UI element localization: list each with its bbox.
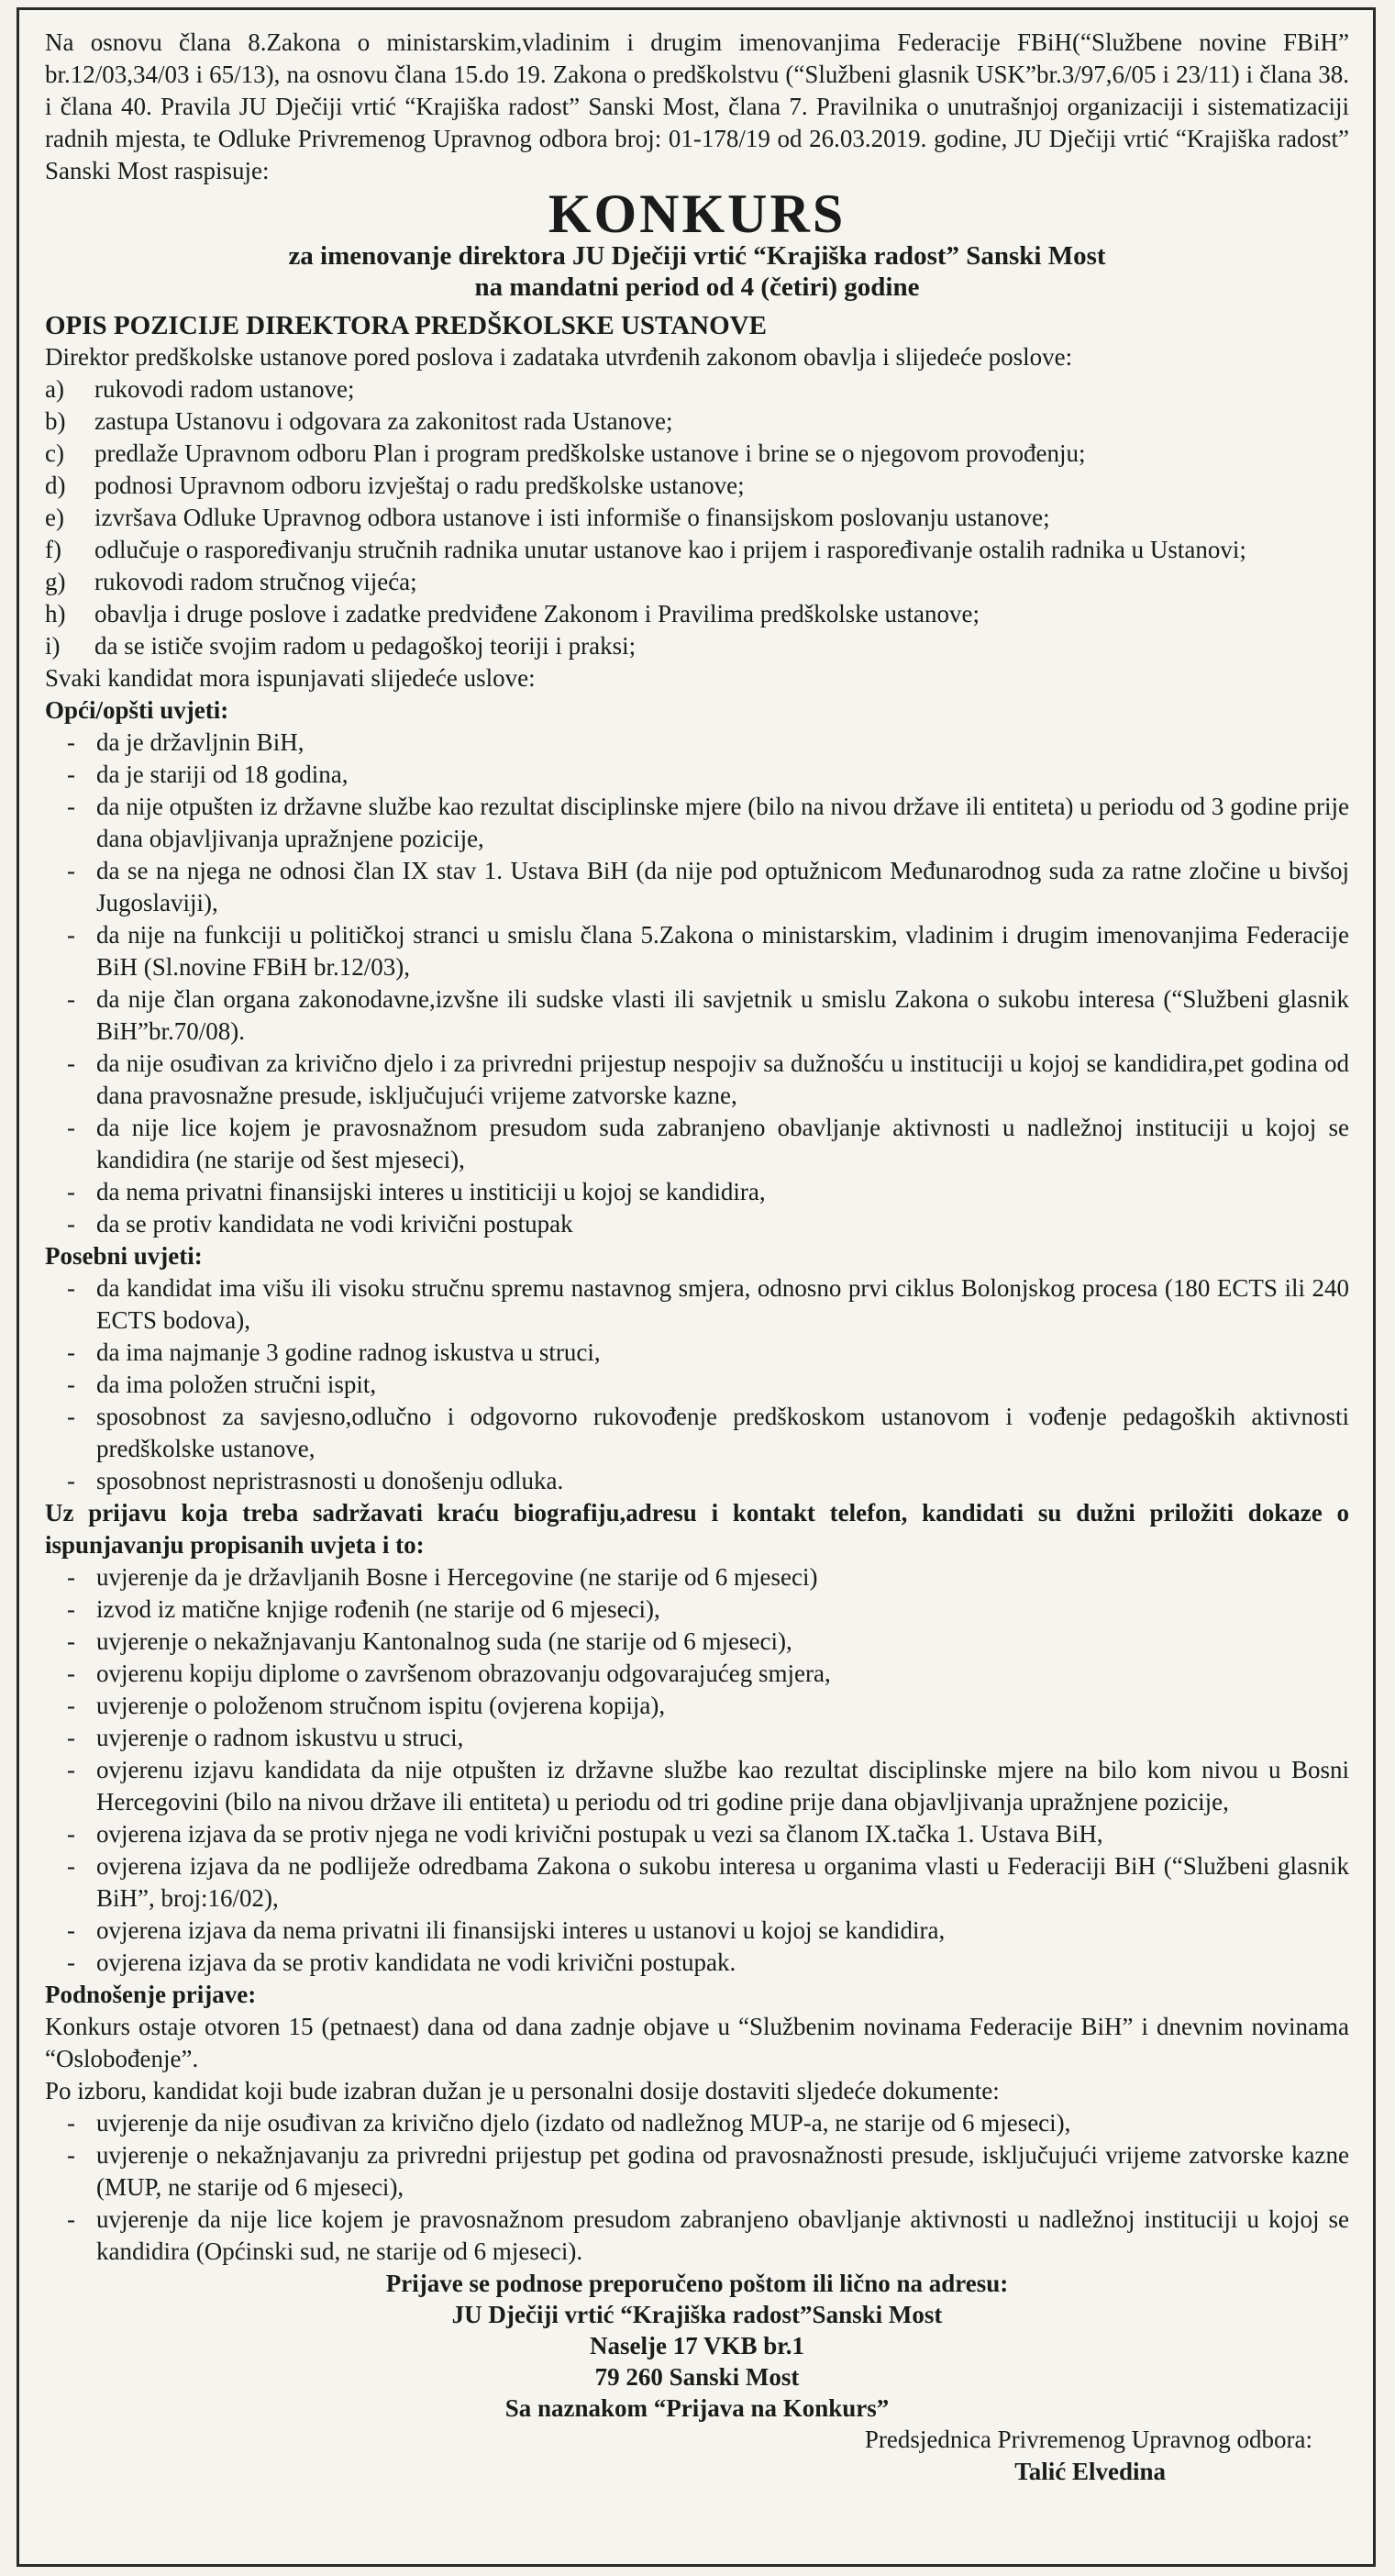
podnosenje-text-2: Po izboru, kandidat koji bude izabran dužan je u personalni dosije dostaviti sljedeće dokumente: [45,2077,1000,2104]
signature-name: Talić Elvedina [1014,2458,1166,2485]
list-item: - da nije na funkciji u političkoj stranci u smislu člana 5.Zakona o ministarskim, vladinim i drugim imenovanjima Federacije BiH (Sl.novine FBiH br.12/03), [67,921,1349,981]
list-item [45,405,1349,438]
list-text: da je stariji od 18 godina, [96,761,349,788]
list-item: - da nije lice kojem je pravosnažnom presudom suda zabranjeno obavljanje aktivnosti u nadležnoj instituciji u kojoj se kandidira (ne starije od šest mjeseci), [67,1114,1349,1173]
address-line-4: 79 260 Sanski Most [594,2363,800,2391]
list-text: da nije otpušten iz državne službe kao rezultat disciplinske mjere (bilo na nivou države ili entiteta) u periodu od 3 godine prije dana objavljivanja upražnjene pozicije, [96,793,1349,852]
list-text: ovjerena izjava da se protiv kandidata ne vodi krivični postupak. [96,1949,736,1976]
list-item: - ovjerena izjava da nema privatni ili finansijski interes u ustanovi u kojoj se kandidira, [67,1916,946,1944]
list-text: izvršava Odluke Upravnog odbora ustanove i isti informiše o finansijskom poslovanju ustanove; [94,504,1050,531]
list-text: da se na njega ne odnosi član IX stav 1. Ustava BiH (da nije pod optužnicom Međunarodnog suda za ratne zločine u bivšoj Jugoslaviji), [96,857,1349,916]
list-text: da je državljnin BiH, [96,728,304,756]
section-heading-opis: OPIS POZICIJE DIREKTORA PREDŠKOLSKE USTANOVE [45,311,767,340]
list-item: - da nije član organa zakonodavne,izvšne ili sudske vlasti ili savjetnik u smislu Zakona o sukobu interesa (“Službeni glasnik BiH”br.70/08). [67,985,1349,1045]
list-item: - da ima najmanje 3 godine radnog iskustva u struci, [67,1338,601,1366]
list-item: - da se na njega ne odnosi član IX stav 1. Ustava BiH (da nije pod optužnicom Međunarodnog suda za ratne zločine u bivšoj Jugoslaviji), [67,857,1349,916]
section-heading-podnosenje: Podnošenje prijave: [45,1981,257,2008]
list-item: - ovjerenu kopiju diplome o završenom obrazovanju odgovarajućeg smjera, [67,1660,831,1687]
list-item: - ovjerenu izjavu kandidata da nije otpušten iz državne službe kao rezultat disciplinske mjere na bilo kom nivou u Bosni Hercegovini (bilo na nivou države ili entiteta) u periodu od tri godine prije dana objavljivanja upražnjene pozicije, [67,1756,1349,1815]
list-label: c) [45,439,64,467]
list-item: - ovjerena izjava da ne podliježe odredbama Zakona o sukobu interesa u organima vlasti u Federaciji BiH (“Službeni glasnik BiH”, broj:16/02), [67,1852,1349,1912]
list-text: ovjerena izjava da se protiv njega ne vodi krivični postupak u vezi sa članom IX.tačka 1. Ustava BiH, [96,1820,1103,1848]
opis-duties-list [45,373,1349,662]
list-item [45,470,1349,502]
list-text: zastupa Ustanovu i odgovara za zakonitost rada Ustanove; [94,407,673,435]
list-item [45,566,1349,598]
list-text: uvjerenje da je državljanih Bosne i Hercegovine (ne starije od 6 mjeseci) [96,1563,818,1591]
list-label: b) [45,407,66,435]
list-item: - sposobnost nepristrasnosti u donošenju odluka. [67,1467,564,1494]
list-label: d) [45,472,66,499]
list-label: a) [45,375,64,403]
list-text: ovjerena izjava da ne podliježe odredbama Zakona o sukobu interesa u organima vlasti u Federaciji BiH (“Službeni glasnik BiH”, broj:16/02), [96,1852,1349,1912]
list-text: izvod iz matične knjige rođenih (ne starije od 6 mjeseci), [96,1595,660,1623]
list-item: - ovjerena izjava da se protiv kandidata ne vodi krivični postupak. [67,1949,736,1976]
section-heading-dokazi: Uz prijavu koja treba sadržavati kraću biografiju,adresu i kontakt telefon, kandidati su dužni priložiti dokaze o ispunjavanju propisanih uvjeta i to: [45,1499,1349,1559]
list-text: da kandidat ima višu ili visoku stručnu spremu nastavnog smjera, odnosno prvi ciklus Bolonjskog procesa (180 ECTS ili 240 ECTS bodova), [96,1274,1349,1334]
list-item: - uvjerenje da nije lice kojem je pravosnažnom presudom zabranjeno obavljanje aktivnosti u nadležnoj instituciji u kojoj se kandidira (Općinski sud, ne starije od 6 mjeseci). [67,2205,1349,2265]
list-item [45,598,1349,630]
list-item [45,534,1349,566]
list-item: - da ima položen stručni ispit, [67,1371,377,1398]
list-label: h) [45,600,66,627]
list-item: - ovjerena izjava da se protiv njega ne vodi krivični postupak u vezi sa članom IX.tačka 1. Ustava BiH, [67,1820,1103,1848]
list-item: - da nije otpušten iz državne službe kao rezultat disciplinske mjere (bilo na nivou države ili entiteta) u periodu od 3 godine prije dana objavljivanja upražnjene pozicije, [67,793,1349,852]
section-heading-posebni: Posebni uvjeti: [45,1242,203,1270]
list-text: uvjerenje da nije lice kojem je pravosnažnom presudom zabranjeno obavljanje aktivnosti u nadležnoj instituciji u kojoj se kandidira (Općinski sud, ne starije od 6 mjeseci). [96,2205,1349,2265]
list-text: podnosi Upravnom odboru izvještaj o radu predškolske ustanove; [94,472,745,499]
list-item: - da nema privatni finansijski interes u institiciji u kojoj se kandidira, [67,1178,766,1205]
intro-paragraph: Na osnovu člana 8.Zakona o ministarskim,vladinim i drugim imenovanjima Federacije FBiH(“Službene novine FBiH” br.12/03,34/03 i 65/13), na osnovu člana 15.do 19. Zakona o predškolstvu (“Službeni glasnik USK”br.3/97,6/05 i 23/11) i člana 38. i člana 40. Pravila JU Dječiji vrtić “Krajiška radost” Sanski Most, člana 7. Pravilnika o unutrašnjoj organizaciji i sistematizaciji radnih mjesta, te Odluke Privremenog Upravnog odbora broj: 01-178/19 od 26.03.2019. godine, JU Dječiji vrtić “Krajiška radost” Sanski Most raspisuje: [45,28,1349,184]
list-text: odlučuje o raspoređivanju stručnih radnika unutar ustanove kao i prijem i raspoređivanje ostalih radnika u Ustanovi; [94,536,1246,563]
list-item: - izvod iz matične knjige rođenih (ne starije od 6 mjeseci), [67,1595,660,1623]
podnosenje-text-1: Konkurs ostaje otvoren 15 (petnaest) dana od dana zadnje objave u “Službenim novinama Federacije BiH” i dnevnim novinama “Oslobođenje”. [45,2013,1349,2072]
list-item: - sposobnost za savjesno,odlučno i odgovorno rukovođenje predškoskom ustanovom i vođenje pedagoških aktivnosti predškolske ustanove, [67,1403,1349,1462]
opci-conditions-list [45,727,1349,1240]
list-text: da nije na funkciji u političkoj stranci u smislu člana 5.Zakona o ministarskim, vladinim i drugim imenovanjima Federacije BiH (Sl.novine FBiH br.12/03), [96,921,1349,981]
list-text: rukovodi radom ustanove; [94,375,355,403]
list-item: - uvjerenje o nekažnjavanju Kantonalnog suda (ne starije od 6 mjeseci), [67,1627,792,1655]
list-label: g) [45,568,66,595]
list-item: - uvjerenje o nekažnjavanju za privredni prijestup pet godina od pravosnažnosti presude, isključujući vrijeme zatvorske kazne (MUP, ne starije od 6 mjeseci), [67,2141,1349,2201]
list-text: uvjerenje o nekažnjavanju Kantonalnog suda (ne starije od 6 mjeseci), [96,1627,792,1655]
list-text: sposobnost nepristrasnosti u donošenju odluka. [96,1467,564,1494]
address-line-3: Naselje 17 VKB br.1 [589,2332,804,2359]
list-item: - da nije osuđivan za krivično djelo i za privredni prijestup nespojiv sa dužnošću u instituciji u kojoj se kandidira,pet godina od dana pravosnažne presude, isključujući vrijeme zatvorske kazne, [67,1049,1349,1109]
list-text: sposobnost za savjesno,odlučno i odgovorno rukovođenje predškoskom ustanovom i vođenje pedagoških aktivnosti predškolske ustanove, [96,1403,1349,1462]
list-item: - da je stariji od 18 godina, [67,761,349,788]
list-text: da nije lice kojem je pravosnažnom presudom suda zabranjeno obavljanje aktivnosti u nadležnoj instituciji u kojoj se kandidira (ne starije od šest mjeseci), [96,1114,1349,1173]
opis-closing: Svaki kandidat mora ispunjavati slijedeće uslove: [45,664,536,692]
list-text: da nije član organa zakonodavne,izvšne ili sudske vlasti ili savjetnik u smislu Zakona o sukobu interesa (“Službeni glasnik BiH”br.70/08). [96,985,1349,1045]
announcement-title: KONKURS [548,183,847,244]
list-item: - da se protiv kandidata ne vodi krivični postupak [67,1210,573,1238]
list-label: f) [45,536,61,563]
list-item [45,630,1349,662]
podnosenje-documents-list [45,2107,1349,2268]
announcement-subtitle-2: na mandatni period od 4 (četiri) godine [474,272,920,302]
list-label: i) [45,632,61,660]
list-item [45,438,1349,470]
list-text: uvjerenje da nije osuđivan za krivično djelo (izdato od nadležnog MUP-a, ne starije od 6 mjeseci), [96,2109,1071,2137]
list-item [45,373,1349,405]
posebni-conditions-list [45,1272,1349,1497]
list-item [45,502,1349,534]
list-text: uvjerenje o radnom iskustvu u struci, [96,1724,464,1751]
list-text: obavlja i druge poslove i zadatke predviđene Zakonom i Pravilima predškolske ustanove; [94,600,980,627]
list-item: - da je državljnin BiH, [67,728,304,756]
signature-role: Predsjednica Privremenog Upravnog odbora: [864,2426,1312,2453]
list-item: - uvjerenje o položenom stručnom ispitu (ovjerena kopija), [67,1692,666,1719]
opis-lead: Direktor predškolske ustanove pored poslova i zadataka utvrđenih zakonom obavlja i slijedeće poslove: [45,343,1073,371]
list-text: ovjerenu izjavu kandidata da nije otpušten iz državne službe kao rezultat disciplinske mjere na bilo kom nivou u Bosni Hercegovini (bilo na nivou države ili entiteta) u periodu od tri godine prije dana objavljivanja upražnjene pozicije, [96,1756,1349,1815]
list-text: ovjerenu kopiju diplome o završenom obrazovanju odgovarajućeg smjera, [96,1660,831,1687]
dokazi-list [45,1561,1349,1979]
list-item: - uvjerenje o radnom iskustvu u struci, [67,1724,464,1751]
list-text: da nema privatni finansijski interes u institiciji u kojoj se kandidira, [96,1178,766,1205]
address-line-1: Prijave se podnose preporučeno poštom ili lično na adresu: [385,2270,1009,2297]
list-text: ovjerena izjava da nema privatni ili finansijski interes u ustanovi u kojoj se kandidira, [96,1916,946,1944]
address-line-5: Sa naznakom “Prijava na Konkurs” [504,2394,890,2422]
list-text: predlaže Upravnom odboru Plan i program predškolske ustanove i brine se o njegovom provođenju; [94,439,1086,467]
list-text: da nije osuđivan za krivično djelo i za privredni prijestup nespojiv sa dužnošću u instituciji u kojoj se kandidira,pet godina od dana pravosnažne presude, isključujući vrijeme zatvorske kazne, [96,1049,1349,1109]
announcement-subtitle-1: za imenovanje direktora JU Dječiji vrtić “Krajiška radost” Sanski Most [288,241,1106,271]
list-text: da se protiv kandidata ne vodi krivični postupak [96,1210,573,1238]
list-item: - uvjerenje da je državljanih Bosne i Hercegovine (ne starije od 6 mjeseci) [67,1563,818,1591]
list-item: - uvjerenje da nije osuđivan za krivično djelo (izdato od nadležnog MUP-a, ne starije od 6 mjeseci), [67,2109,1071,2137]
section-heading-opci: Opći/opšti uvjeti: [45,696,229,724]
list-text: da se ističe svojim radom u pedagoškoj teoriji i praksi; [94,632,637,660]
list-text: uvjerenje o položenom stručnom ispitu (ovjerena kopija), [96,1692,666,1719]
list-text: da ima položen stručni ispit, [96,1371,377,1398]
address-line-2: JU Dječiji vrtić “Krajiška radost”Sanski Most [451,2301,943,2328]
list-item: - da kandidat ima višu ili visoku stručnu spremu nastavnog smjera, odnosno prvi ciklus Bolonjskog procesa (180 ECTS ili 240 ECTS bodova), [67,1274,1349,1334]
list-text: da ima najmanje 3 godine radnog iskustva u struci, [96,1338,601,1366]
list-label: e) [45,504,64,531]
list-text: rukovodi radom stručnog vijeća; [94,568,417,595]
list-text: uvjerenje o nekažnjavanju za privredni prijestup pet godina od pravosnažnosti presude, isključujući vrijeme zatvorske kazne (MUP, ne starije od 6 mjeseci), [96,2141,1349,2201]
announcement-frame [17,7,1376,2567]
